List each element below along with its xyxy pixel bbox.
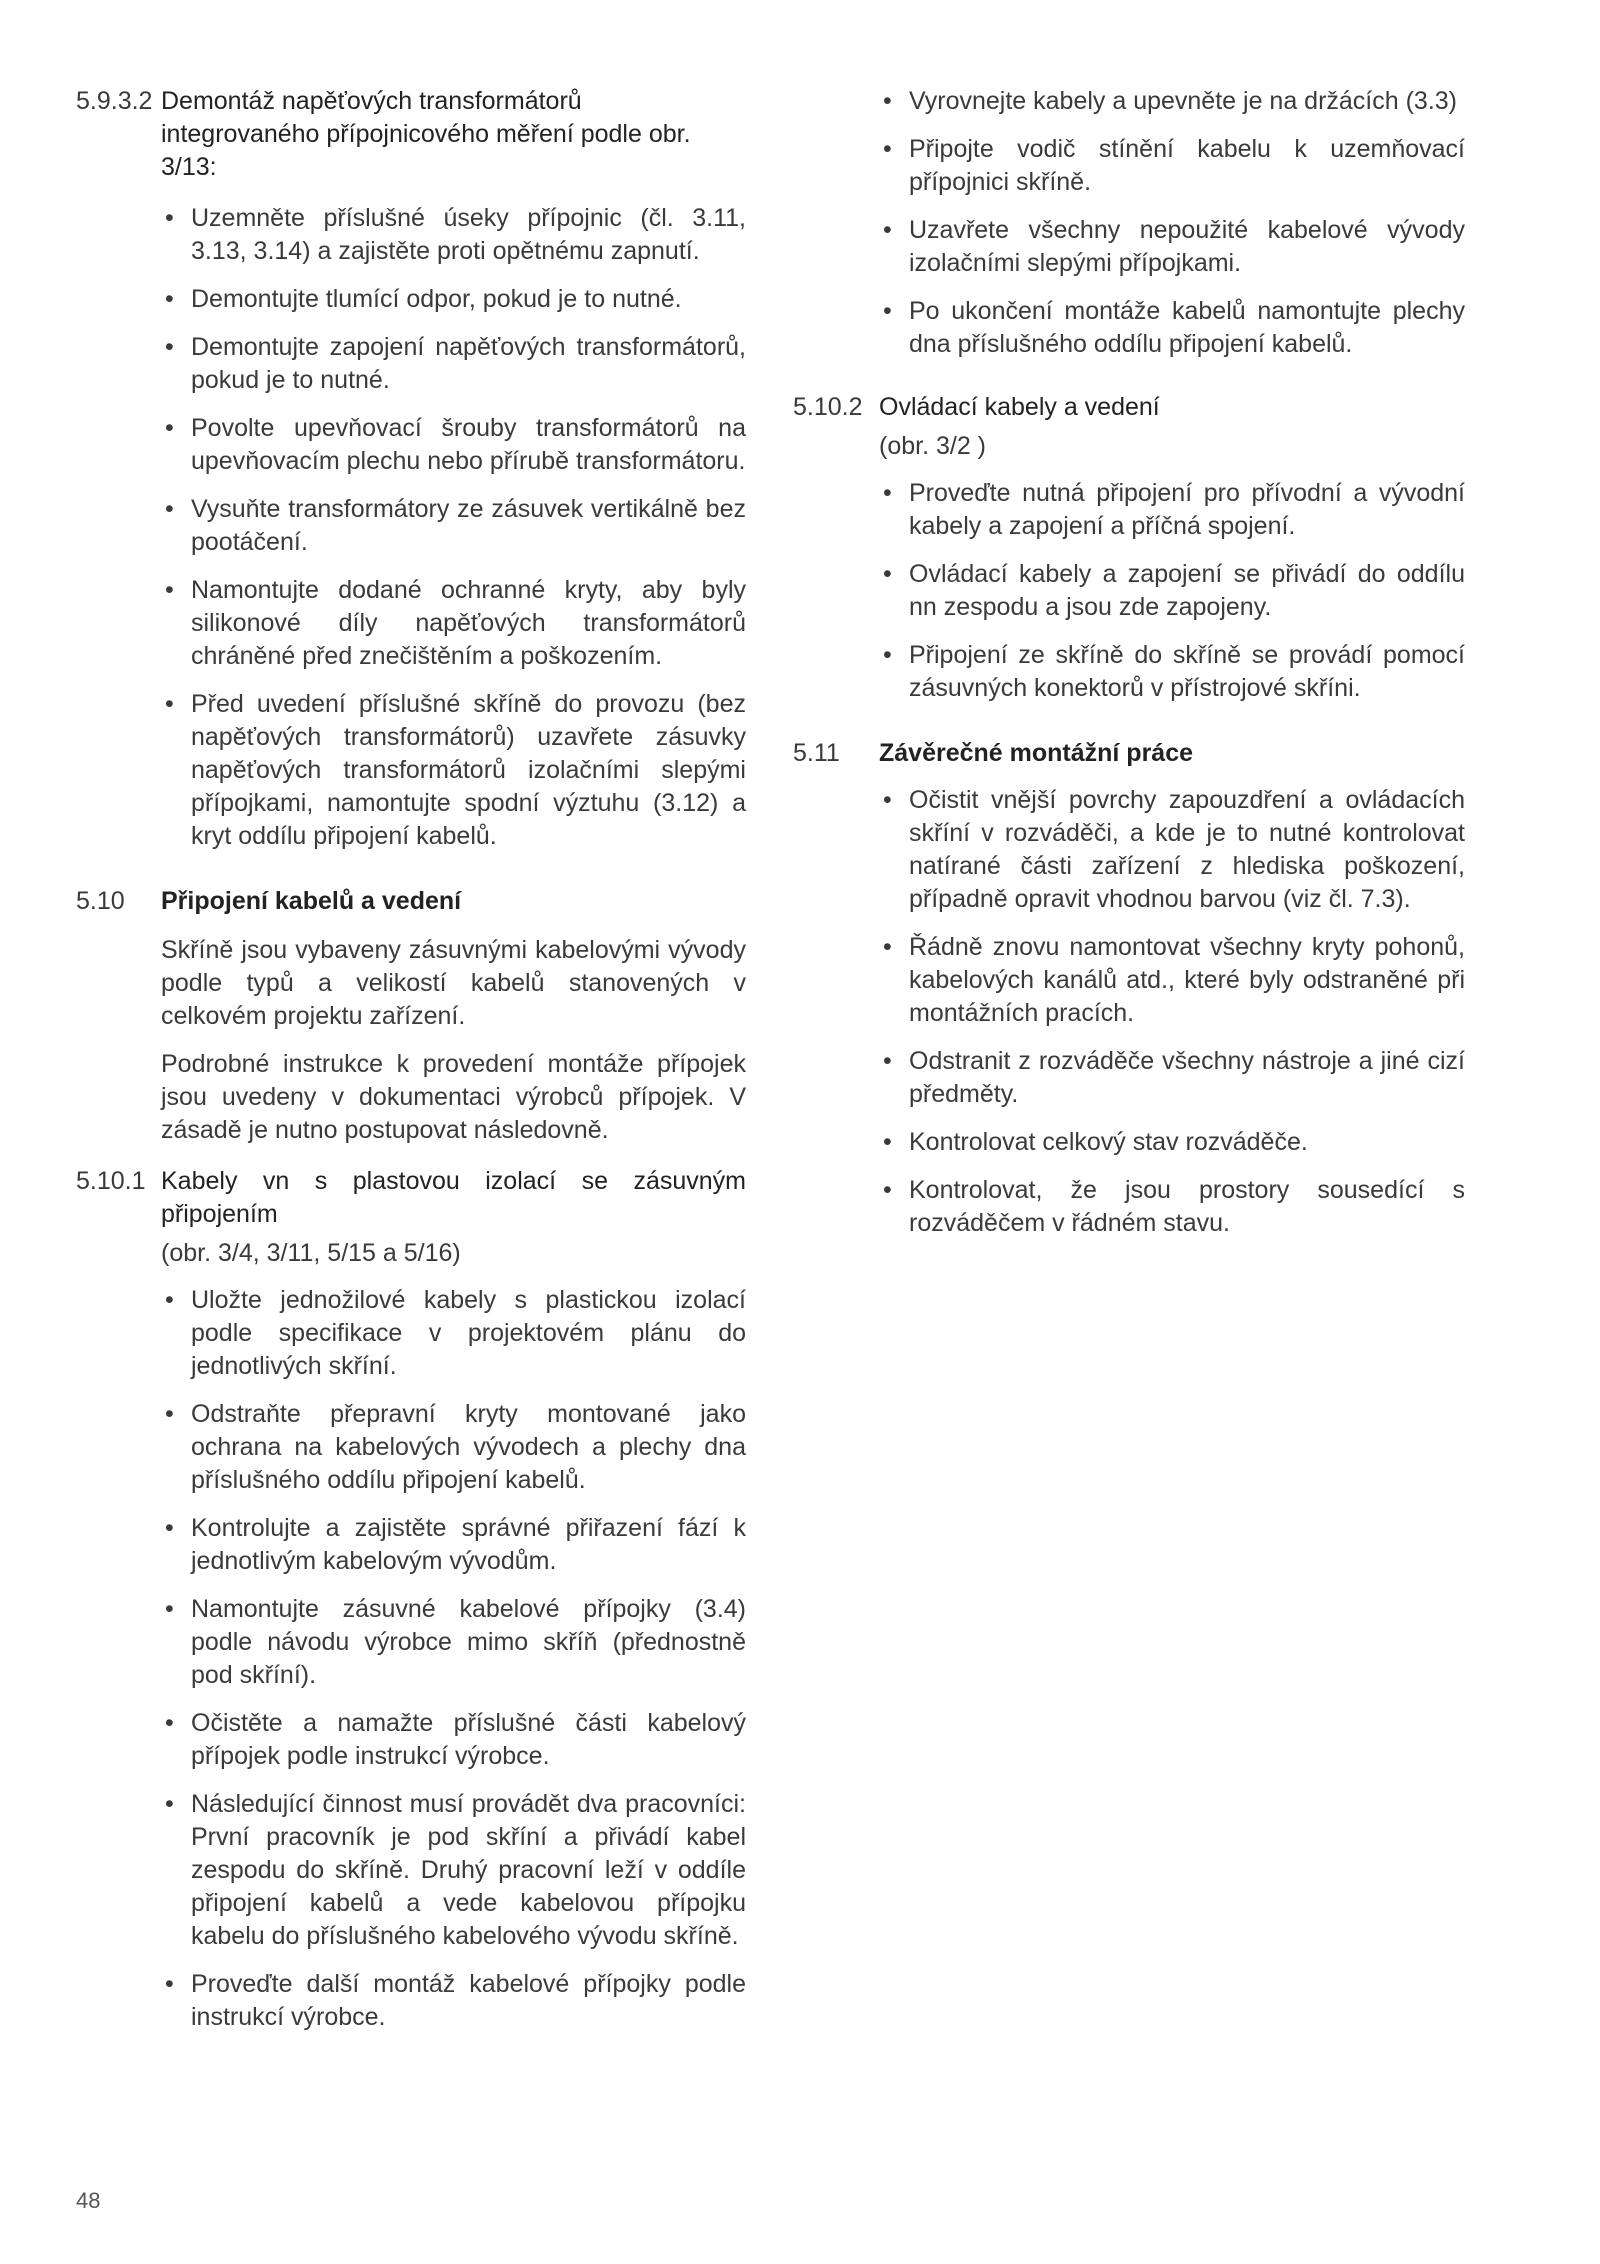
section-heading: [76, 85, 746, 184]
list-item: [879, 1045, 1465, 1111]
section-number: 5.10: [76, 887, 125, 915]
list-item-text: Povolte upevňovací šrouby transformátorů na upevňovacím plechu nebo přírubě transformátoru.: [191, 414, 746, 475]
section-title: Připojení kabelů a vedení: [161, 887, 462, 915]
right-column: [793, 85, 1465, 1255]
list-item: [879, 214, 1465, 280]
list-item-text: Kontrolujte a zajistěte správné přiřazení fází k jednotlivým kabelovým vývodům.: [191, 1514, 746, 1575]
list-item-text: Demontujte tlumící odpor, pokud je to nutné.: [191, 285, 682, 313]
section-body: [161, 202, 746, 853]
bullet-icon: •: [883, 1176, 892, 1204]
list-item-text: Namontujte dodané ochranné kryty, aby byly silikonové díly napěťových transformátorů chráněné před znečištěním a poškozením.: [191, 576, 746, 670]
list-item: [161, 202, 746, 268]
bullet-icon: •: [883, 1047, 892, 1075]
paragraph: Podrobné instrukce k provedení montáže přípojek jsou uvedeny v dokumentaci výrobců přípojek. V zásadě je nutno postupovat následovně.: [161, 1050, 746, 1144]
list-item-text: Uzemněte příslušné úseky přípojnic (čl. 3.11, 3.13, 3.14) a zajistěte proti opětnému zapnutí.: [191, 204, 746, 265]
list-item-text: Namontujte zásuvné kabelové přípojky (3.4) podle návodu výrobce mimo skříň (přednostně pod skříní).: [191, 1595, 746, 1689]
list-item: [161, 331, 746, 397]
bullet-icon: •: [883, 786, 892, 814]
section-body: [879, 784, 1465, 1240]
list-item-text: Kontrolovat, že jsou prostory sousedící s rozváděčem v řádném stavu.: [909, 1176, 1465, 1237]
list-item-text: Proveďte další montáž kabelové přípojky podle instrukcí výrobce.: [191, 1970, 746, 2031]
list-item-text: Připojte vodič stínění kabelu k uzemňovací přípojnici skříně.: [909, 135, 1465, 196]
list-item-text: Uzavřete všechny nepoužité kabelové vývody izolačními slepými přípojkami.: [909, 216, 1465, 277]
list-item: [161, 493, 746, 559]
list-item: [879, 1126, 1465, 1159]
section-heading: [76, 885, 746, 918]
list-item: [161, 574, 746, 673]
list-item-text: Odstranit z rozváděče všechny nástroje a jiné cizí předměty.: [909, 1047, 1465, 1108]
list-item: [161, 1512, 746, 1578]
list-item: [161, 1398, 746, 1497]
bullet-icon: •: [883, 87, 892, 115]
section-number: 5.11: [793, 739, 840, 767]
section-title: Kabely vn s plastovou izolací se zásuvným připojením: [161, 1167, 746, 1228]
list-item: [161, 1968, 746, 2034]
list-item-text: Proveďte nutná připojení pro přívodní a vývodní kabely a zapojení a příčná spojení.: [909, 479, 1465, 540]
section-5-11: [793, 737, 1465, 1240]
bullet-icon: •: [165, 576, 174, 604]
list-item-text: Uložte jednožilové kabely s plastickou izolací podle specifikace v projektovém plánu do jednotlivých skříní.: [191, 1286, 746, 1380]
list-item: [879, 1174, 1465, 1240]
bullet-icon: •: [883, 135, 892, 163]
section-number: 5.10.1: [76, 1167, 146, 1195]
section-heading: [793, 391, 1465, 424]
bullet-list: [879, 784, 1465, 1240]
list-item-text: Očistit vnější povrchy zapouzdření a ovládacích skříní v rozváděči, a kde je to nutné kontrolovat natírané části zařízení z hlediska poškození, případně opravit vhodnou barvou (viz čl. 7.3).: [909, 786, 1465, 913]
list-item-text: Následující činnost musí provádět dva pracovníci: První pracovník je pod skříní a přivádí kabel zespodu do skříně. Druhý pracovní leží v oddíle připojení kabelů a vede kabelovou přípojku kabelu do příslušného kabelového vývodu skříně.: [191, 1790, 746, 1950]
bullet-icon: •: [165, 1400, 174, 1428]
list-item-text: Vysuňte transformátory ze zásuvek vertikálně bez pootáčení.: [191, 495, 746, 556]
bullet-list: [879, 477, 1465, 705]
bullet-icon: •: [883, 479, 892, 507]
list-item: [879, 931, 1465, 1030]
list-item: [879, 85, 1465, 118]
section-heading: [76, 1165, 746, 1231]
bullet-icon: •: [165, 1790, 174, 1818]
section-5-10-2: [793, 391, 1465, 705]
left-column: [76, 85, 746, 2049]
bullet-icon: •: [165, 333, 174, 361]
bullet-icon: •: [165, 495, 174, 523]
list-item: [161, 1284, 746, 1383]
list-item-text: Připojení ze skříně do skříně se provádí pomocí zásuvných konektorů v přístrojové skříni.: [909, 641, 1465, 702]
list-item: [879, 784, 1465, 916]
section-heading: [793, 737, 1465, 770]
figure-reference: (obr. 3/2 ): [879, 432, 986, 460]
list-item-text: Řádně znovu namontovat všechny kryty pohonů, kabelových kanálů atd., které byly odstraněné při montážních pracích.: [909, 933, 1465, 1027]
bullet-icon: •: [165, 285, 174, 313]
section-body: [879, 85, 1465, 361]
bullet-icon: •: [165, 1970, 174, 1998]
section-body: [161, 934, 746, 1147]
list-item-text: Ovládací kabely a zapojení se přivádí do oddílu nn zespodu a jsou zde zapojeny.: [909, 560, 1465, 621]
list-item-text: Před uvedení příslušné skříně do provozu (bez napěťových transformátorů) uzavřete zásuvky napěťových transformátorů izolačními slepými přípojkami, namontujte spodní výztuhu (3.12) a kryt oddílu připojení kabelů.: [191, 690, 746, 850]
bullet-icon: •: [165, 204, 174, 232]
list-item: [879, 133, 1465, 199]
list-item-text: Po ukončení montáže kabelů namontujte plechy dna příslušného oddílu připojení kabelů.: [909, 297, 1465, 358]
section-body: [161, 1237, 746, 2034]
bullet-icon: •: [883, 560, 892, 588]
section-5-10-1-continued: [793, 85, 1465, 361]
bullet-icon: •: [883, 297, 892, 325]
list-item: [879, 477, 1465, 543]
bullet-icon: •: [165, 690, 174, 718]
list-item-text: Kontrolovat celkový stav rozváděče.: [909, 1128, 1308, 1156]
list-item: [879, 558, 1465, 624]
bullet-icon: •: [883, 216, 892, 244]
bullet-icon: •: [165, 1514, 174, 1542]
bullet-icon: •: [165, 1709, 174, 1737]
bullet-icon: •: [165, 1595, 174, 1623]
list-item: [879, 295, 1465, 361]
section-title: Demontáž napěťových transformátorů integrovaného přípojnicového měření podle obr. 3/13:: [161, 87, 691, 181]
section-5-10-1: [76, 1165, 746, 2034]
list-item-text: Odstraňte přepravní kryty montované jako ochrana na kabelových vývodech a plechy dna příslušného oddílu připojení kabelů.: [191, 1400, 746, 1494]
bullet-list: [879, 85, 1465, 361]
list-item: [161, 283, 746, 316]
page-number: 48: [76, 2188, 101, 2213]
figure-reference: (obr. 3/4, 3/11, 5/15 a 5/16): [161, 1239, 461, 1267]
list-item: [879, 639, 1465, 705]
bullet-list: [161, 202, 746, 853]
section-title: Závěrečné montážní práce: [879, 739, 1194, 767]
list-item: [161, 1707, 746, 1773]
section-5-10: [76, 885, 746, 1147]
list-item-text: Očistěte a namažte příslušné části kabelový přípojek podle instrukcí výrobce.: [191, 1709, 746, 1770]
list-item: [161, 1788, 746, 1953]
list-item-text: Demontujte zapojení napěťových transformátorů, pokud je to nutné.: [191, 333, 746, 394]
bullet-icon: •: [165, 414, 174, 442]
section-title: Ovládací kabely a vedení: [879, 393, 1160, 421]
bullet-icon: •: [165, 1286, 174, 1314]
section-number: 5.9.3.2: [76, 87, 153, 115]
section-number: 5.10.2: [793, 393, 863, 421]
paragraph: Skříně jsou vybaveny zásuvnými kabelovými vývody podle typů a velikostí kabelů stanovených v celkovém projektu zařízení.: [161, 936, 746, 1030]
list-item-text: Vyrovnejte kabely a upevněte je na držácích (3.3): [909, 87, 1457, 115]
bullet-icon: •: [883, 641, 892, 669]
bullet-list: [161, 1284, 746, 2034]
list-item: [161, 412, 746, 478]
list-item: [161, 1593, 746, 1692]
section-body: [879, 430, 1465, 705]
bullet-icon: •: [883, 933, 892, 961]
section-5-9-3-2: [76, 85, 746, 853]
bullet-icon: •: [883, 1128, 892, 1156]
list-item: [161, 688, 746, 853]
